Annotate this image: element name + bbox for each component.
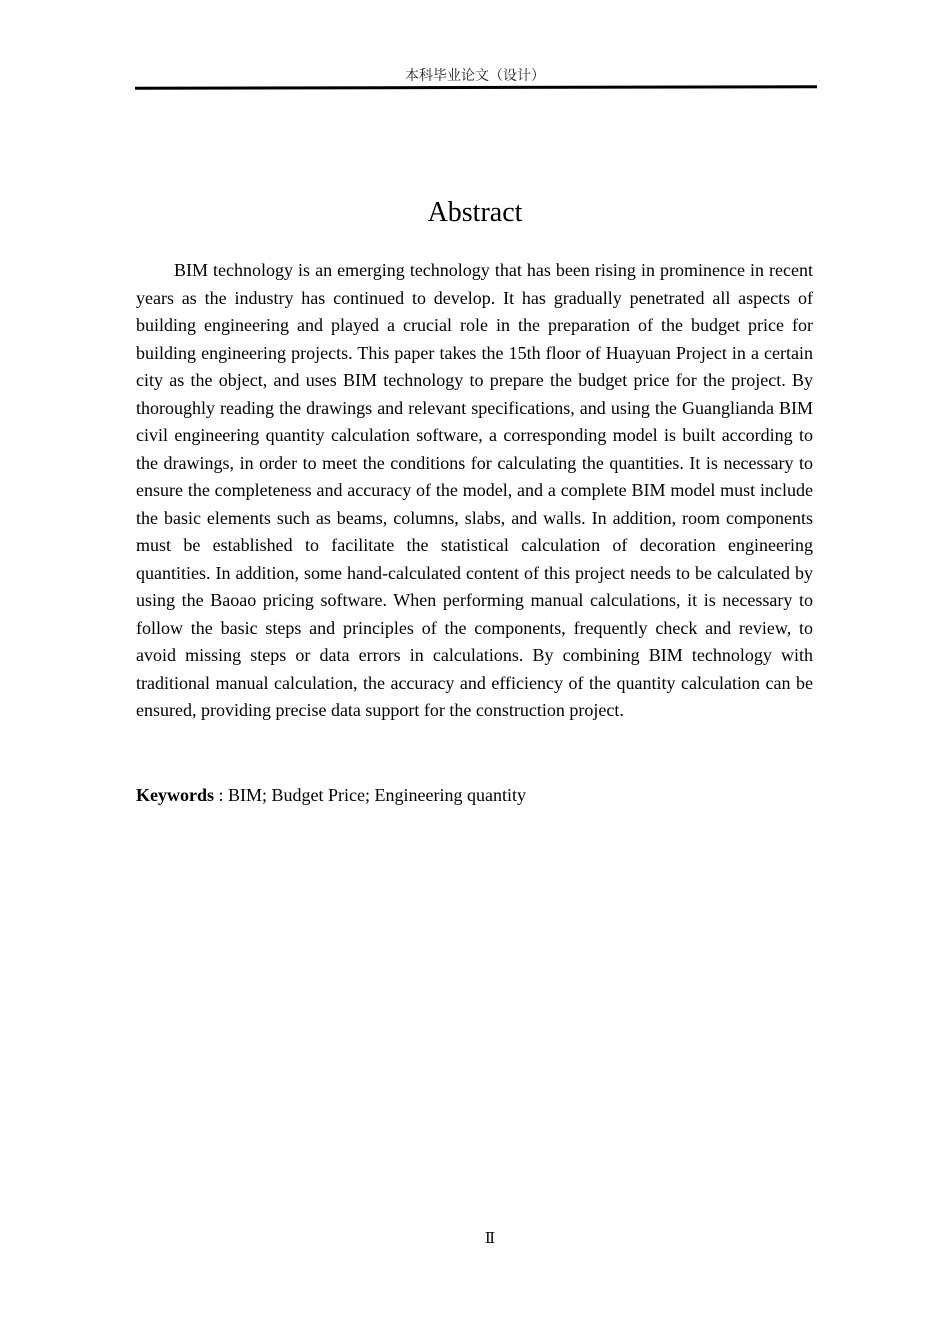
keywords-label: Keywords xyxy=(136,785,214,805)
keywords-value: BIM; Budget Price; Engineering quantity xyxy=(228,785,526,805)
abstract-body: BIM technology is an emerging technology that has been rising in prominence in recent years as the industry has continued to develop. It has gradually penetrated all aspects of building engineering and played a crucial role in the preparation of the budget price for building engineering projects. This paper takes the 15th floor of Huayuan Project in a certain city as the object, and uses BIM technology to prepare the budget price for the project. By thoroughly reading the drawings and relevant specifications, and using the Guanglianda BIM civil engineering quantity calculation software, a corresponding model is built according to the drawings, in order to meet the conditions for calculating the quantities. It is necessary to ensure the completeness and accuracy of the model, and a complete BIM model must include the basic elements such as beams, columns, slabs, and walls. In addition, room components must be established to facilitate the statistical calculation of decoration engineering quantities. In addition, some hand-calculated content of this project needs to be calculated by using the Baoao pricing software. When performing manual calculations, it is necessary to follow the basic steps and principles of the components, frequently check and review, to avoid missing steps or data errors in calculations. By combining BIM technology with traditional manual calculation, the accuracy and efficiency of the quantity calculation can be ensured, providing precise data support for the construction project. xyxy=(136,260,813,720)
keywords-line xyxy=(136,782,813,809)
running-header: 本科毕业论文（设计） xyxy=(405,68,545,84)
page-number: Ⅱ xyxy=(484,1231,496,1247)
abstract-title: Abstract xyxy=(427,197,523,228)
keywords-separator: : xyxy=(214,785,229,805)
header-rule xyxy=(135,85,817,89)
